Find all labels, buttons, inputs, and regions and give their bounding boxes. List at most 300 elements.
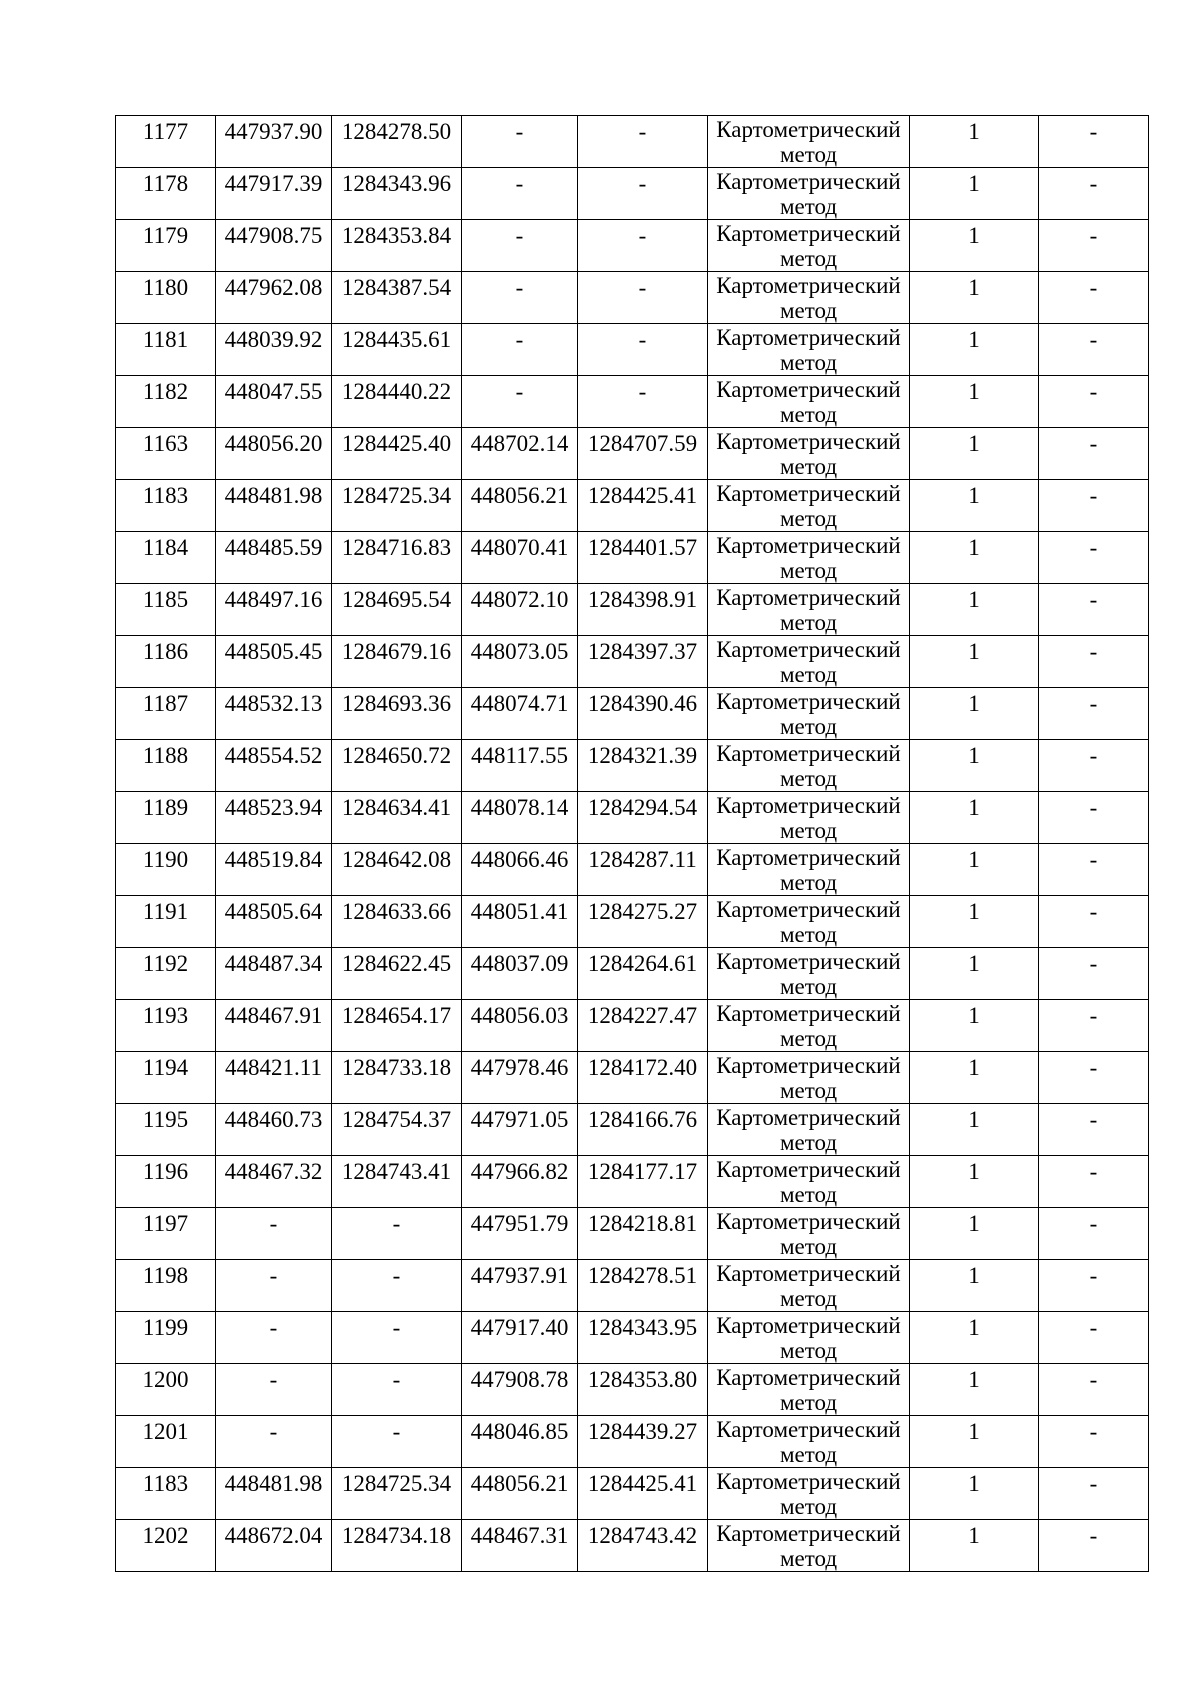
point-number-cell — [116, 428, 216, 480]
method-line-1: Картометрический — [716, 273, 901, 298]
existing-y-cell — [332, 168, 462, 220]
accuracy-cell — [910, 792, 1039, 844]
accuracy-value: 1 — [968, 1107, 980, 1132]
existing-x-value: 447937.90 — [224, 119, 323, 144]
method-line-1: Картометрический — [716, 1053, 901, 1078]
existing-y-cell — [332, 1520, 462, 1572]
existing-y-value: 1284743.41 — [341, 1159, 452, 1184]
new-x-value: 447978.46 — [470, 1055, 569, 1080]
table-row — [116, 1208, 1149, 1260]
note-value: - — [1089, 951, 1098, 976]
point-number-value: 1179 — [142, 223, 189, 248]
new-y-cell — [578, 532, 708, 584]
new-x-cell — [462, 740, 578, 792]
method-line-1: Картометрический — [716, 325, 901, 350]
existing-y-cell — [332, 1104, 462, 1156]
new-y-cell — [578, 116, 708, 168]
new-x-value: 447917.40 — [470, 1315, 569, 1340]
new-y-value: 1284439.27 — [587, 1419, 698, 1444]
method-text — [708, 1052, 909, 1103]
existing-y-cell — [332, 636, 462, 688]
note-value: - — [1089, 327, 1098, 352]
method-line-2: метод — [779, 298, 838, 323]
point-number-value: 1196 — [142, 1159, 189, 1184]
new-x-cell — [462, 1208, 578, 1260]
accuracy-cell — [910, 1312, 1039, 1364]
existing-x-value: 448554.52 — [224, 743, 323, 768]
method-line-2: метод — [779, 922, 838, 947]
existing-y-cell — [332, 1416, 462, 1468]
existing-x-value: 448467.91 — [224, 1003, 323, 1028]
existing-y-cell — [332, 324, 462, 376]
accuracy-cell — [910, 1364, 1039, 1416]
point-number-cell — [116, 740, 216, 792]
method-line-2: метод — [779, 662, 838, 687]
method-text — [708, 584, 909, 635]
new-y-value: 1284275.27 — [587, 899, 698, 924]
new-x-value: - — [515, 327, 524, 352]
method-line-1: Картометрический — [716, 637, 901, 662]
accuracy-cell — [910, 1156, 1039, 1208]
point-number-cell — [116, 584, 216, 636]
accuracy-cell — [910, 1260, 1039, 1312]
new-y-value: 1284390.46 — [587, 691, 698, 716]
existing-x-cell — [216, 272, 332, 324]
existing-y-value: 1284679.16 — [341, 639, 452, 664]
new-y-value: 1284227.47 — [587, 1003, 698, 1028]
method-text — [708, 896, 909, 947]
new-y-cell — [578, 1104, 708, 1156]
note-cell — [1039, 1260, 1149, 1312]
note-value: - — [1089, 1315, 1098, 1340]
accuracy-value: 1 — [968, 1471, 980, 1496]
existing-y-value: - — [392, 1211, 401, 1236]
accuracy-cell — [910, 688, 1039, 740]
note-cell — [1039, 1156, 1149, 1208]
method-line-1: Картометрический — [716, 585, 901, 610]
accuracy-cell — [910, 1104, 1039, 1156]
point-number-cell — [116, 1312, 216, 1364]
new-y-value: 1284398.91 — [587, 587, 698, 612]
method-text — [708, 948, 909, 999]
table-body — [116, 116, 1149, 1572]
note-cell — [1039, 740, 1149, 792]
accuracy-value: 1 — [968, 431, 980, 456]
existing-y-value: 1284435.61 — [341, 327, 452, 352]
new-x-value: 448078.14 — [470, 795, 569, 820]
point-number-value: 1186 — [142, 639, 189, 664]
new-y-value: - — [638, 327, 647, 352]
method-cell — [708, 1260, 910, 1312]
note-value: - — [1089, 1419, 1098, 1444]
note-value: - — [1089, 223, 1098, 248]
table-row — [116, 1416, 1149, 1468]
method-cell — [708, 896, 910, 948]
note-value: - — [1089, 795, 1098, 820]
point-number-cell — [116, 844, 216, 896]
accuracy-value: 1 — [968, 1055, 980, 1080]
note-cell — [1039, 168, 1149, 220]
method-text — [708, 1260, 909, 1311]
existing-y-cell — [332, 1208, 462, 1260]
existing-x-value: 447908.75 — [224, 223, 323, 248]
accuracy-cell — [910, 844, 1039, 896]
method-text — [708, 168, 909, 219]
new-x-cell — [462, 532, 578, 584]
accuracy-value: 1 — [968, 743, 980, 768]
table-row — [116, 896, 1149, 948]
existing-x-cell — [216, 792, 332, 844]
new-x-cell — [462, 1312, 578, 1364]
existing-x-cell — [216, 1416, 332, 1468]
method-cell — [708, 324, 910, 376]
existing-y-cell — [332, 1312, 462, 1364]
table-row — [116, 688, 1149, 740]
new-x-cell — [462, 480, 578, 532]
existing-x-value: 447917.39 — [224, 171, 323, 196]
new-y-cell — [578, 324, 708, 376]
method-text — [708, 636, 909, 687]
new-y-value: 1284177.17 — [587, 1159, 698, 1184]
existing-x-cell — [216, 1104, 332, 1156]
method-text — [708, 116, 909, 167]
new-y-value: 1284425.41 — [587, 1471, 698, 1496]
method-line-1: Картометрический — [716, 1157, 901, 1182]
point-number-value: 1178 — [142, 171, 189, 196]
method-line-1: Картометрический — [716, 741, 901, 766]
existing-x-cell — [216, 1000, 332, 1052]
accuracy-cell — [910, 1520, 1039, 1572]
accuracy-cell — [910, 636, 1039, 688]
method-text — [708, 688, 909, 739]
method-line-1: Картометрический — [716, 1365, 901, 1390]
new-x-value: 448070.41 — [470, 535, 569, 560]
table-row — [116, 428, 1149, 480]
method-cell — [708, 116, 910, 168]
table-row — [116, 220, 1149, 272]
accuracy-value: 1 — [968, 119, 980, 144]
existing-x-cell — [216, 116, 332, 168]
existing-y-cell — [332, 272, 462, 324]
method-line-2: метод — [779, 454, 838, 479]
method-line-2: метод — [779, 1078, 838, 1103]
note-value: - — [1089, 1471, 1098, 1496]
method-line-2: метод — [779, 1546, 838, 1571]
note-cell — [1039, 480, 1149, 532]
existing-x-value: 448487.34 — [224, 951, 323, 976]
accuracy-value: 1 — [968, 847, 980, 872]
method-line-2: метод — [779, 714, 838, 739]
table-row — [116, 1052, 1149, 1104]
method-cell — [708, 168, 910, 220]
new-x-value: 448072.10 — [470, 587, 569, 612]
existing-y-cell — [332, 896, 462, 948]
existing-y-value: 1284695.54 — [341, 587, 452, 612]
method-line-2: метод — [779, 1234, 838, 1259]
table-row — [116, 740, 1149, 792]
method-line-1: Картометрический — [716, 1521, 901, 1546]
existing-x-value: - — [269, 1419, 278, 1444]
accuracy-cell — [910, 272, 1039, 324]
method-line-2: метод — [779, 246, 838, 271]
existing-x-cell — [216, 844, 332, 896]
point-number-cell — [116, 220, 216, 272]
point-number-value: 1195 — [142, 1107, 189, 1132]
new-x-cell — [462, 1520, 578, 1572]
point-number-value: 1188 — [142, 743, 189, 768]
method-text — [708, 792, 909, 843]
new-y-cell — [578, 1260, 708, 1312]
accuracy-cell — [910, 1208, 1039, 1260]
new-x-value: - — [515, 171, 524, 196]
accuracy-value: 1 — [968, 1419, 980, 1444]
point-number-cell — [116, 1468, 216, 1520]
new-y-cell — [578, 844, 708, 896]
note-cell — [1039, 1468, 1149, 1520]
accuracy-value: 1 — [968, 691, 980, 716]
method-line-2: метод — [779, 818, 838, 843]
existing-x-cell — [216, 428, 332, 480]
existing-y-cell — [332, 428, 462, 480]
new-x-value: 448046.85 — [470, 1419, 569, 1444]
existing-y-value: - — [392, 1419, 401, 1444]
existing-y-value: 1284440.22 — [341, 379, 452, 404]
method-cell — [708, 584, 910, 636]
accuracy-value: 1 — [968, 1263, 980, 1288]
point-number-cell — [116, 1208, 216, 1260]
new-y-value: 1284401.57 — [587, 535, 698, 560]
table-row — [116, 584, 1149, 636]
existing-y-value: 1284343.96 — [341, 171, 452, 196]
method-cell — [708, 844, 910, 896]
note-value: - — [1089, 1263, 1098, 1288]
method-text — [708, 844, 909, 895]
existing-x-value: 448523.94 — [224, 795, 323, 820]
point-number-value: 1183 — [142, 483, 189, 508]
existing-x-cell — [216, 168, 332, 220]
note-cell — [1039, 1208, 1149, 1260]
new-x-value: 448037.09 — [470, 951, 569, 976]
method-text — [708, 480, 909, 531]
table-row — [116, 844, 1149, 896]
table-row — [116, 1312, 1149, 1364]
existing-x-value: 448039.92 — [224, 327, 323, 352]
method-text — [708, 1000, 909, 1051]
new-y-cell — [578, 1416, 708, 1468]
new-y-value: - — [638, 119, 647, 144]
existing-y-value: 1284725.34 — [341, 483, 452, 508]
existing-y-value: 1284725.34 — [341, 1471, 452, 1496]
method-line-1: Картометрический — [716, 949, 901, 974]
existing-x-value: 447962.08 — [224, 275, 323, 300]
new-y-cell — [578, 1364, 708, 1416]
new-y-value: 1284287.11 — [588, 847, 697, 872]
note-value: - — [1089, 1003, 1098, 1028]
note-value: - — [1089, 691, 1098, 716]
existing-y-cell — [332, 792, 462, 844]
new-y-cell — [578, 1000, 708, 1052]
table-row — [116, 324, 1149, 376]
method-cell — [708, 376, 910, 428]
point-number-value: 1202 — [142, 1523, 189, 1548]
new-y-cell — [578, 1052, 708, 1104]
existing-x-value: 448485.59 — [224, 535, 323, 560]
existing-y-value: 1284734.18 — [341, 1523, 452, 1548]
method-cell — [708, 480, 910, 532]
existing-x-value: 448460.73 — [224, 1107, 323, 1132]
existing-x-cell — [216, 896, 332, 948]
new-x-value: - — [515, 119, 524, 144]
new-y-cell — [578, 636, 708, 688]
new-y-cell — [578, 688, 708, 740]
method-text — [708, 1104, 909, 1155]
accuracy-value: 1 — [968, 223, 980, 248]
method-cell — [708, 220, 910, 272]
existing-x-cell — [216, 1364, 332, 1416]
note-value: - — [1089, 1107, 1098, 1132]
note-cell — [1039, 116, 1149, 168]
new-x-cell — [462, 1052, 578, 1104]
method-line-1: Картометрический — [716, 481, 901, 506]
note-cell — [1039, 220, 1149, 272]
existing-y-value: 1284634.41 — [341, 795, 452, 820]
accuracy-cell — [910, 324, 1039, 376]
new-x-cell — [462, 168, 578, 220]
method-cell — [708, 1156, 910, 1208]
existing-x-value: 448505.45 — [224, 639, 323, 664]
method-text — [708, 740, 909, 791]
note-value: - — [1089, 535, 1098, 560]
method-line-1: Картометрический — [716, 1417, 901, 1442]
point-number-value: 1181 — [142, 327, 189, 352]
new-x-value: 447971.05 — [470, 1107, 569, 1132]
method-cell — [708, 1364, 910, 1416]
coordinates-table — [115, 115, 1149, 1572]
new-x-value: 448056.21 — [470, 1471, 569, 1496]
existing-x-cell — [216, 1052, 332, 1104]
new-x-cell — [462, 688, 578, 740]
new-y-value: 1284743.42 — [587, 1523, 698, 1548]
point-number-value: 1163 — [142, 431, 189, 456]
note-value: - — [1089, 483, 1098, 508]
note-value: - — [1089, 379, 1098, 404]
method-line-2: метод — [779, 1338, 838, 1363]
new-y-value: 1284218.81 — [587, 1211, 698, 1236]
method-line-2: метод — [779, 974, 838, 999]
existing-x-value: - — [269, 1315, 278, 1340]
new-y-cell — [578, 584, 708, 636]
point-number-value: 1199 — [142, 1315, 189, 1340]
table-row — [116, 272, 1149, 324]
note-value: - — [1089, 431, 1098, 456]
point-number-value: 1177 — [142, 119, 189, 144]
note-value: - — [1089, 1055, 1098, 1080]
method-line-1: Картометрический — [716, 1105, 901, 1130]
method-line-1: Картометрический — [716, 533, 901, 558]
existing-x-value: - — [269, 1367, 278, 1392]
method-line-1: Картометрический — [716, 1001, 901, 1026]
existing-y-cell — [332, 1260, 462, 1312]
existing-y-cell — [332, 532, 462, 584]
new-y-cell — [578, 480, 708, 532]
existing-x-cell — [216, 948, 332, 1000]
method-line-1: Картометрический — [716, 377, 901, 402]
method-text — [708, 220, 909, 271]
method-line-1: Картометрический — [716, 429, 901, 454]
method-line-2: метод — [779, 1286, 838, 1311]
new-x-cell — [462, 272, 578, 324]
new-y-cell — [578, 376, 708, 428]
point-number-cell — [116, 480, 216, 532]
new-x-cell — [462, 1416, 578, 1468]
existing-x-value: 448481.98 — [224, 483, 323, 508]
accuracy-value: 1 — [968, 951, 980, 976]
accuracy-value: 1 — [968, 535, 980, 560]
new-x-cell — [462, 220, 578, 272]
table-row — [116, 636, 1149, 688]
new-y-cell — [578, 1520, 708, 1572]
accuracy-value: 1 — [968, 587, 980, 612]
point-number-cell — [116, 1520, 216, 1572]
new-y-cell — [578, 1208, 708, 1260]
note-cell — [1039, 688, 1149, 740]
note-cell — [1039, 1312, 1149, 1364]
method-line-2: метод — [779, 506, 838, 531]
point-number-cell — [116, 168, 216, 220]
note-value: - — [1089, 119, 1098, 144]
point-number-cell — [116, 272, 216, 324]
accuracy-cell — [910, 1000, 1039, 1052]
note-cell — [1039, 1000, 1149, 1052]
point-number-cell — [116, 636, 216, 688]
point-number-value: 1200 — [142, 1367, 189, 1392]
new-x-value: - — [515, 275, 524, 300]
new-y-cell — [578, 220, 708, 272]
method-line-2: метод — [779, 194, 838, 219]
point-number-value: 1193 — [142, 1003, 189, 1028]
method-text — [708, 1208, 909, 1259]
new-y-cell — [578, 1156, 708, 1208]
existing-y-cell — [332, 740, 462, 792]
method-line-1: Картометрический — [716, 689, 901, 714]
point-number-value: 1191 — [142, 899, 189, 924]
method-cell — [708, 1468, 910, 1520]
existing-y-value: - — [392, 1263, 401, 1288]
existing-x-value: 448421.11 — [225, 1055, 322, 1080]
new-y-cell — [578, 740, 708, 792]
existing-y-cell — [332, 1156, 462, 1208]
method-text — [708, 532, 909, 583]
existing-y-cell — [332, 480, 462, 532]
new-x-value: 447951.79 — [470, 1211, 569, 1236]
new-y-cell — [578, 428, 708, 480]
note-value: - — [1089, 1523, 1098, 1548]
new-x-cell — [462, 1156, 578, 1208]
point-number-cell — [116, 896, 216, 948]
accuracy-value: 1 — [968, 1523, 980, 1548]
existing-y-value: 1284754.37 — [341, 1107, 452, 1132]
method-text — [708, 1520, 909, 1571]
existing-y-cell — [332, 1052, 462, 1104]
note-value: - — [1089, 275, 1098, 300]
new-x-value: 448073.05 — [470, 639, 569, 664]
new-x-value: - — [515, 379, 524, 404]
method-line-1: Картометрический — [716, 117, 901, 142]
note-cell — [1039, 428, 1149, 480]
existing-x-cell — [216, 1260, 332, 1312]
new-y-value: 1284264.61 — [587, 951, 698, 976]
note-cell — [1039, 272, 1149, 324]
